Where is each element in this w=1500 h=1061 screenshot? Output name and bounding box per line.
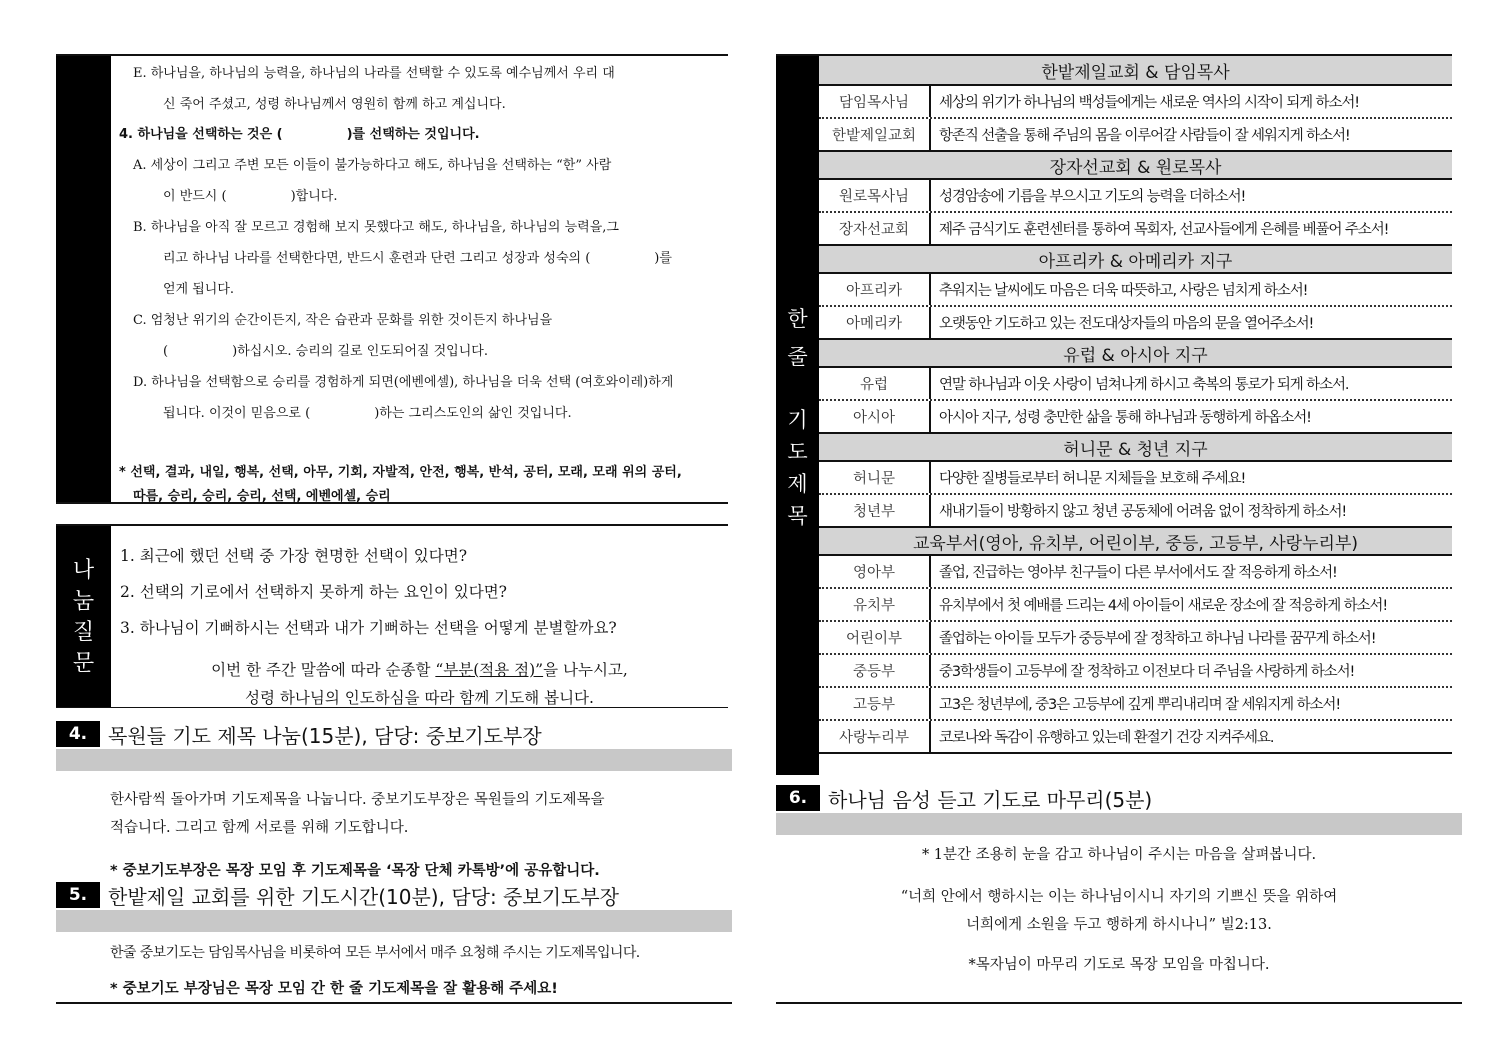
left-bottom-rule bbox=[56, 1002, 732, 1004]
prayer-row-label: 중등부 bbox=[819, 655, 931, 686]
prayer-side-char: 한 bbox=[787, 307, 808, 331]
section6-title-row bbox=[776, 785, 1152, 811]
question-1: 1. 최근에 했던 선택 중 가장 현명한 선택이 있다면? bbox=[120, 547, 468, 565]
prayer-row bbox=[819, 589, 1452, 622]
prayer-row bbox=[819, 368, 1452, 401]
prayer-group-header: 교육부서(영아, 유치부, 어린이부, 중등, 고등부, 사랑누리부) bbox=[819, 526, 1452, 556]
lesson-line-d2 bbox=[163, 402, 572, 421]
sharing-body bbox=[111, 526, 728, 707]
sharing-side-char: 눔 bbox=[72, 588, 95, 614]
section6-closing: *목자님이 마무리 기도로 목장 모임을 마칩니다. bbox=[968, 957, 1270, 973]
section5-title: 한밭제일 교회를 위한 기도시간(10분), 담당: 중보기도부장 bbox=[108, 884, 619, 909]
prayer-row bbox=[819, 462, 1452, 495]
prayer-row-label: 한밭제일교회 bbox=[819, 119, 931, 150]
section4-gray-bar bbox=[56, 749, 732, 771]
right-bottom-rule bbox=[776, 1002, 1462, 1004]
prayer-row bbox=[819, 622, 1452, 655]
line-b2-post: )를 bbox=[654, 251, 672, 266]
prayer-row bbox=[819, 556, 1452, 589]
prayer-topics-box bbox=[776, 54, 1452, 775]
prayer-row-label: 어린이부 bbox=[819, 622, 931, 653]
prayer-row-text: 졸업하는 아이들 모두가 중등부에 잘 정착하고 하나님 나라를 꿈꾸게 하소서! bbox=[939, 631, 1376, 647]
sharing-side-char: 문 bbox=[72, 650, 95, 676]
lesson-line-b1: B. 하나님을 아직 잘 모르고 경험해 보지 못했다고 해도, 하나님을, 하나님의 능력을,그 bbox=[133, 220, 619, 235]
prayer-row bbox=[819, 688, 1452, 721]
lesson-line-b2 bbox=[163, 247, 672, 266]
prayer-row-text: 유치부에서 첫 예배를 드리는 4세 아이들이 새로운 장소에 잘 적응하게 하소서! bbox=[939, 598, 1388, 614]
prayer-side-label bbox=[776, 56, 819, 775]
prayer-row bbox=[819, 721, 1452, 754]
lesson-side-bar bbox=[56, 56, 111, 502]
heading4-pre: 4. 하나님을 선택하는 것은 ( bbox=[119, 127, 283, 142]
closing1-underline: “부분(적용 점)” bbox=[435, 661, 544, 679]
section6-gray-bar bbox=[776, 813, 1462, 835]
closing1-post: 을 나누시고, bbox=[543, 661, 628, 679]
prayer-row bbox=[819, 274, 1452, 307]
lesson-box bbox=[56, 54, 728, 504]
prayer-group-header: 장자선교회 & 원로목사 bbox=[819, 150, 1452, 180]
word-bank-line1: * 선택, 결과, 내일, 행복, 선택, 아무, 기회, 자발적, 안전, 행복, 반석, 공터, 모래, 모래 위의 공터, bbox=[119, 465, 682, 480]
section6-note: * 1분간 조용히 눈을 감고 하나님이 주시는 마음을 살펴봅니다. bbox=[921, 847, 1317, 863]
prayer-side-char: 줄 bbox=[787, 345, 808, 369]
section5-note: * 중보기도 부장님은 목장 모임 간 한 줄 기도제목을 잘 활용해 주세요! bbox=[110, 981, 558, 997]
sharing-questions-box bbox=[56, 524, 728, 708]
prayer-row bbox=[819, 307, 1452, 340]
question-2: 2. 선택의 기로에서 선택하지 못하게 하는 요인이 있다면? bbox=[120, 583, 507, 601]
lesson-line-a2 bbox=[163, 185, 337, 204]
prayer-row-label: 유럽 bbox=[819, 368, 931, 399]
lesson-line-e1: E. 하나님을, 하나님의 능력을, 하나님의 나라를 선택할 수 있도록 예수님께서 우리 대 bbox=[133, 66, 615, 81]
line-d2-pre: 됩니다. 이것이 믿음으로 ( bbox=[163, 406, 311, 421]
lesson-body bbox=[111, 56, 728, 502]
line-c2-post: )하십시오. 승리의 길로 인도되어질 것입니다. bbox=[232, 344, 488, 359]
sharing-side-char: 나 bbox=[72, 557, 95, 583]
line-d2-post: )하는 그리스도인의 삶인 것입니다. bbox=[374, 406, 572, 421]
lesson-line-e2: 신 죽어 주셨고, 성령 하나님께서 영원히 함께 하고 계십니다. bbox=[163, 97, 506, 112]
lesson-line-c2 bbox=[163, 340, 488, 359]
section5-para-1: 한줄 중보기도는 담임목사님을 비롯하여 모든 부서에서 매주 요청해 주시는 기도제목입니다. bbox=[110, 945, 640, 961]
sharing-side-char: 질 bbox=[72, 619, 95, 645]
section6-number: 6. bbox=[776, 785, 820, 811]
prayer-row-label: 사랑누리부 bbox=[819, 721, 931, 752]
heading4-post: )를 선택하는 것입니다. bbox=[346, 127, 480, 142]
prayer-group-header: 허니문 & 청년 지구 bbox=[819, 432, 1452, 462]
prayer-row-label: 담임목사님 bbox=[819, 86, 931, 117]
prayer-row bbox=[819, 655, 1452, 688]
prayer-row-label: 허니문 bbox=[819, 462, 931, 493]
line-b2-pre: 리고 하나님 나라를 선택한다면, 반드시 훈련과 단련 그리고 성장과 성숙의 ( bbox=[163, 251, 591, 266]
prayer-row-label: 장자선교회 bbox=[819, 213, 931, 244]
line-a2-pre: 이 반드시 ( bbox=[163, 189, 227, 204]
closing1-pre: 이번 한 주간 말씀에 따라 순종할 bbox=[211, 661, 436, 679]
prayer-row-text: 아시아 지구, 성령 충만한 삶을 통해 하나님과 동행하게 하옵소서! bbox=[939, 410, 1311, 426]
prayer-row-text: 다양한 질병들로부터 허니문 지체들을 보호해 주세요! bbox=[939, 471, 1246, 487]
bible-verse-line-2: 너희에게 소원을 두고 행하게 하시나니” 빌2:13. bbox=[966, 917, 1272, 933]
sharing-side-label bbox=[56, 526, 111, 707]
section4-para-1: 한사람씩 돌아가며 기도제목을 나눕니다. 중보기도부장은 목원들의 기도제목을 bbox=[110, 792, 605, 808]
prayer-row-text: 중3학생들이 고등부에 잘 정착하고 이전보다 더 주님을 사랑하게 하소서! bbox=[939, 664, 1355, 680]
prayer-row-label: 청년부 bbox=[819, 495, 931, 526]
section5-title-row bbox=[56, 882, 619, 908]
lesson-line-c1: C. 엄청난 위기의 순간이든지, 작은 습관과 문화를 위한 것이든지 하나님을 bbox=[133, 313, 553, 328]
prayer-side-char: 목 bbox=[787, 504, 808, 528]
prayer-row-text: 고3은 청년부에, 중3은 고등부에 깊게 뿌리내리며 잘 세워지게 하소서! bbox=[939, 697, 1341, 713]
section5-gray-bar bbox=[56, 910, 732, 932]
prayer-side-char: 기 bbox=[787, 408, 808, 432]
prayer-row-text: 오랫동안 기도하고 있는 전도대상자들의 마음의 문을 열어주소서! bbox=[939, 316, 1314, 332]
prayer-row-label: 원로목사님 bbox=[819, 180, 931, 211]
sharing-closing-2: 성령 하나님의 인도하심을 따라 함께 기도해 봅니다. bbox=[245, 689, 594, 707]
section4-title-row bbox=[56, 721, 542, 747]
word-bank-line2: 따름, 승리, 승리, 승리, 선택, 에벤에셀, 승리 bbox=[133, 489, 391, 504]
prayer-row-text: 항존직 선출을 통해 주님의 몸을 이루어갈 사람들이 잘 세워지게 하소서! bbox=[939, 128, 1350, 144]
prayer-row-text: 코로나와 독감이 유행하고 있는데 환절기 건강 지켜주세요. bbox=[939, 730, 1274, 746]
prayer-row-label: 유치부 bbox=[819, 589, 931, 620]
section4-para-2: 적습니다. 그리고 함께 서로를 위해 기도합니다. bbox=[110, 820, 409, 836]
prayer-row-text: 성경암송에 기름을 부으시고 기도의 능력을 더하소서! bbox=[939, 189, 1246, 205]
prayer-row bbox=[819, 401, 1452, 434]
prayer-row bbox=[819, 86, 1452, 119]
lesson-line-d1: D. 하나님을 선택함으로 승리를 경험하게 되면(에벤에셀), 하나님을 더욱 선택 (여호와이레)하게 bbox=[133, 375, 674, 390]
prayer-group-header: 아프리카 & 아메리카 지구 bbox=[819, 244, 1452, 274]
section4-number: 4. bbox=[56, 721, 100, 747]
prayer-row-text: 연말 하나님과 이웃 사랑이 넘쳐나게 하시고 축복의 통로가 되게 하소서. bbox=[939, 377, 1349, 393]
prayer-row bbox=[819, 213, 1452, 246]
prayer-row-label: 아프리카 bbox=[819, 274, 931, 305]
section5-number: 5. bbox=[56, 882, 100, 908]
prayer-group-header: 유럽 & 아시아 지구 bbox=[819, 338, 1452, 368]
lesson-heading-4 bbox=[119, 123, 480, 142]
question-3: 3. 하나님이 기뻐하시는 선택과 내가 기뻐하는 선택을 어떻게 분별할까요? bbox=[120, 619, 617, 637]
section4-title: 목원들 기도 제목 나눔(15분), 담당: 중보기도부장 bbox=[108, 723, 542, 748]
prayer-row bbox=[819, 180, 1452, 213]
prayer-row-text: 세상의 위기가 하나님의 백성들에게는 새로운 역사의 시작이 되게 하소서! bbox=[939, 95, 1359, 111]
prayer-row-label: 아시아 bbox=[819, 401, 931, 432]
section4-note: * 중보기도부장은 목장 모임 후 기도제목을 ‘목장 단체 카톡방’에 공유합니다. bbox=[110, 863, 600, 879]
prayer-table bbox=[819, 56, 1452, 775]
section6-title: 하나님 음성 듣고 기도로 마무리(5분) bbox=[828, 787, 1153, 812]
prayer-row bbox=[819, 119, 1452, 152]
prayer-row-text: 졸업, 진급하는 영아부 친구들이 다른 부서에서도 잘 적응하게 하소서! bbox=[939, 565, 1337, 581]
line-a2-post: )합니다. bbox=[290, 189, 338, 204]
lesson-line-b3: 얻게 됩니다. bbox=[163, 282, 235, 297]
prayer-group-header: 한밭제일교회 & 담임목사 bbox=[819, 56, 1452, 86]
sharing-closing-1 bbox=[111, 658, 728, 680]
line-c2-pre: ( bbox=[163, 344, 169, 359]
prayer-row-text: 제주 금식기도 훈련센터를 통하여 목회자, 선교사들에게 은혜를 베풀어 주소서! bbox=[939, 222, 1389, 238]
prayer-side-char: 제 bbox=[787, 472, 808, 496]
lesson-line-a1: A. 세상이 그리고 주변 모든 이들이 불가능하다고 해도, 하나님을 선택하는 “한” 사람 bbox=[133, 158, 612, 173]
prayer-row-label: 고등부 bbox=[819, 688, 931, 719]
prayer-row-text: 새내기들이 방황하지 않고 청년 공동체에 어려움 없이 정착하게 하소서! bbox=[939, 504, 1347, 520]
prayer-side-char: 도 bbox=[787, 440, 808, 464]
bible-verse-line-1: “너희 안에서 행하시는 이는 하나님이시니 자기의 기쁘신 뜻을 위하여 bbox=[900, 889, 1338, 905]
prayer-row-text: 추워지는 날씨에도 마음은 더욱 따뜻하고, 사랑은 넘치게 하소서! bbox=[939, 283, 1308, 299]
prayer-row-label: 영아부 bbox=[819, 556, 931, 587]
prayer-row-label: 아메리카 bbox=[819, 307, 931, 338]
prayer-row bbox=[819, 495, 1452, 528]
